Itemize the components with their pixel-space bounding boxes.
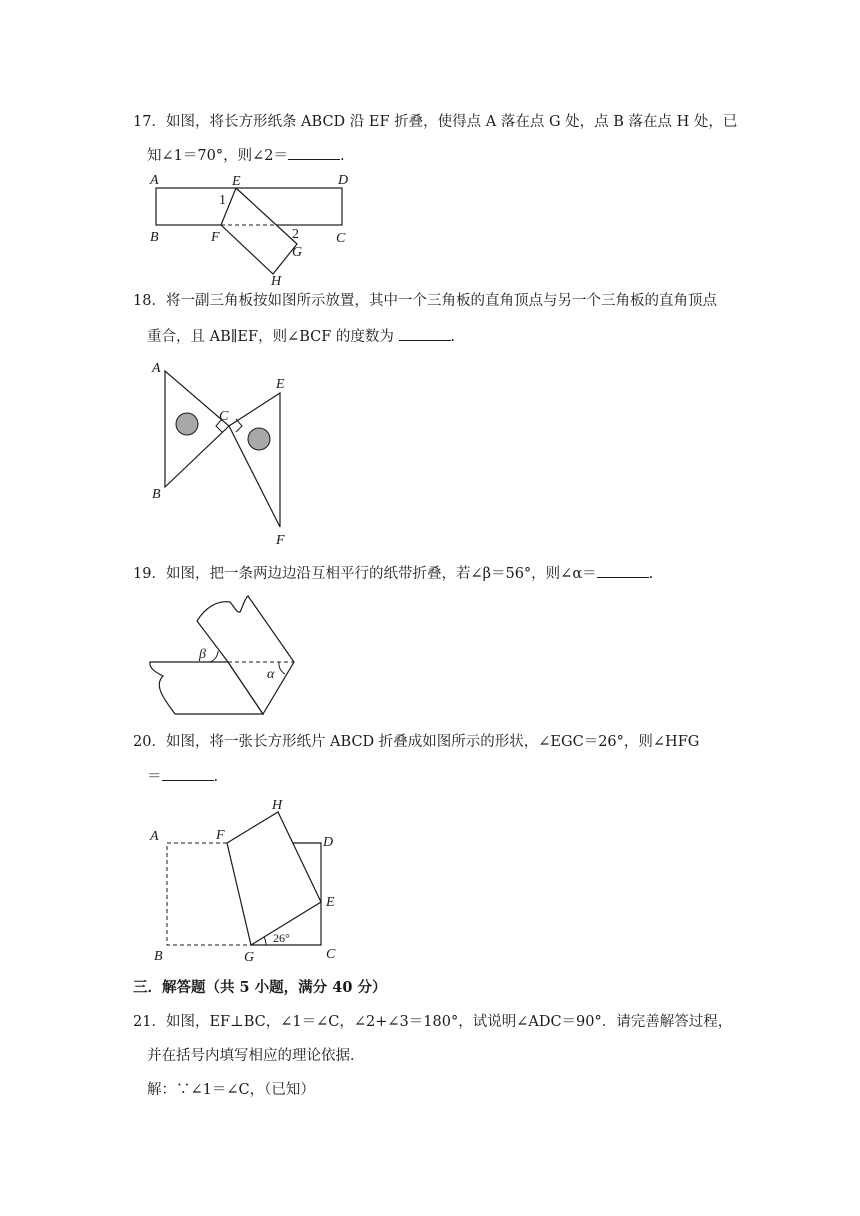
q21-solution-start: 解：∵∠1＝∠C，（已知） xyxy=(147,1082,315,1098)
q18-label-a: A xyxy=(152,361,161,376)
q17-label-a: A xyxy=(150,173,159,188)
q17-text-line1: 17．如图，将长方形纸条 ABCD 沿 EF 折叠，使得点 A 落在点 G 处，点 B 落在点 H 处，已 xyxy=(133,114,738,130)
q19-label-beta: β xyxy=(199,647,206,662)
q17-text-line2 xyxy=(147,145,345,166)
q17-label-g: G xyxy=(292,245,303,260)
q19-folded-strip xyxy=(197,596,294,714)
section3-title: 三．解答题（共 5 小题，满分 40 分） xyxy=(133,979,387,996)
q18-right-triangle xyxy=(229,393,280,527)
q18-answer-blank[interactable] xyxy=(399,326,451,341)
q19-period: . xyxy=(648,566,654,582)
q20-folded-flap xyxy=(227,812,321,945)
q21-text-line1: 21．如图，EF⊥BC，∠1＝∠C，∠2+∠3＝180°，试说明∠ADC＝90°．请完善解答过程， xyxy=(133,1014,733,1030)
q18-text-line1: 18．将一副三角板按如图所示放置，其中一个三角板的直角顶点与另一个三角板的直角顶点 xyxy=(133,293,717,309)
q17-label-d: D xyxy=(338,173,349,188)
q19-text-line1 xyxy=(133,563,653,584)
q17-answer-blank[interactable] xyxy=(288,145,340,160)
q17-figure xyxy=(140,168,370,290)
q17-label-b: B xyxy=(150,230,159,245)
q19-answer-blank[interactable] xyxy=(597,563,649,578)
q20-angle-label: 26° xyxy=(273,931,290,945)
q18-label-c: C xyxy=(219,409,229,424)
q18-label-f: F xyxy=(276,533,285,548)
q21-text-line2: 并在括号内填写相应的理论依据． xyxy=(147,1048,365,1064)
q19-stem: 19．如图，把一条两边边沿互相平行的纸带折叠，若∠β＝56°，则∠α＝ xyxy=(133,566,597,582)
q19-figure xyxy=(145,588,305,718)
q19-beta-arc xyxy=(210,651,218,662)
q20-label-d: D xyxy=(323,835,334,850)
q18-left-hole xyxy=(176,413,198,435)
q20-period: . xyxy=(213,769,219,785)
q20-answer-blank[interactable] xyxy=(162,766,214,781)
q18-stem: 重合，且 AB∥EF，则∠BCF 的度数为 xyxy=(147,329,394,345)
q17-label-f: F xyxy=(211,230,220,245)
q18-text-line2 xyxy=(147,326,455,347)
q20-label-e: E xyxy=(326,895,335,910)
q18-period: . xyxy=(450,329,456,345)
q17-label-1: 1 xyxy=(219,193,226,208)
q19-label-alpha: α xyxy=(267,667,275,682)
q17-period: . xyxy=(339,148,345,164)
q20-label-b: B xyxy=(154,949,163,964)
q18-right-hole xyxy=(248,428,270,450)
q20-label-g: G xyxy=(244,950,255,965)
q20-label-f: F xyxy=(216,828,225,843)
q20-label-c: C xyxy=(326,947,336,962)
q20-angle-arc xyxy=(264,937,266,945)
q20-stem: ＝ xyxy=(147,769,162,785)
q20-label-a: A xyxy=(150,829,159,844)
q17-label-e: E xyxy=(232,174,241,189)
q17-folded-part xyxy=(221,188,297,274)
q17-label-c: C xyxy=(336,231,346,246)
q17-label-h: H xyxy=(271,274,282,289)
q18-label-e: E xyxy=(276,377,285,392)
q20-label-h: H xyxy=(272,798,283,813)
q18-label-b: B xyxy=(152,487,161,502)
q18-figure xyxy=(145,357,305,549)
q20-figure xyxy=(140,795,360,967)
q20-text-line1: 20．如图，将一张长方形纸片 ABCD 折叠成如图所示的形状，∠EGC＝26°，则∠HFG xyxy=(133,734,700,750)
q17-label-2: 2 xyxy=(292,227,299,242)
q20-text-line2 xyxy=(147,766,218,787)
q17-stem: 知∠1＝70°，则∠2＝ xyxy=(147,148,288,164)
